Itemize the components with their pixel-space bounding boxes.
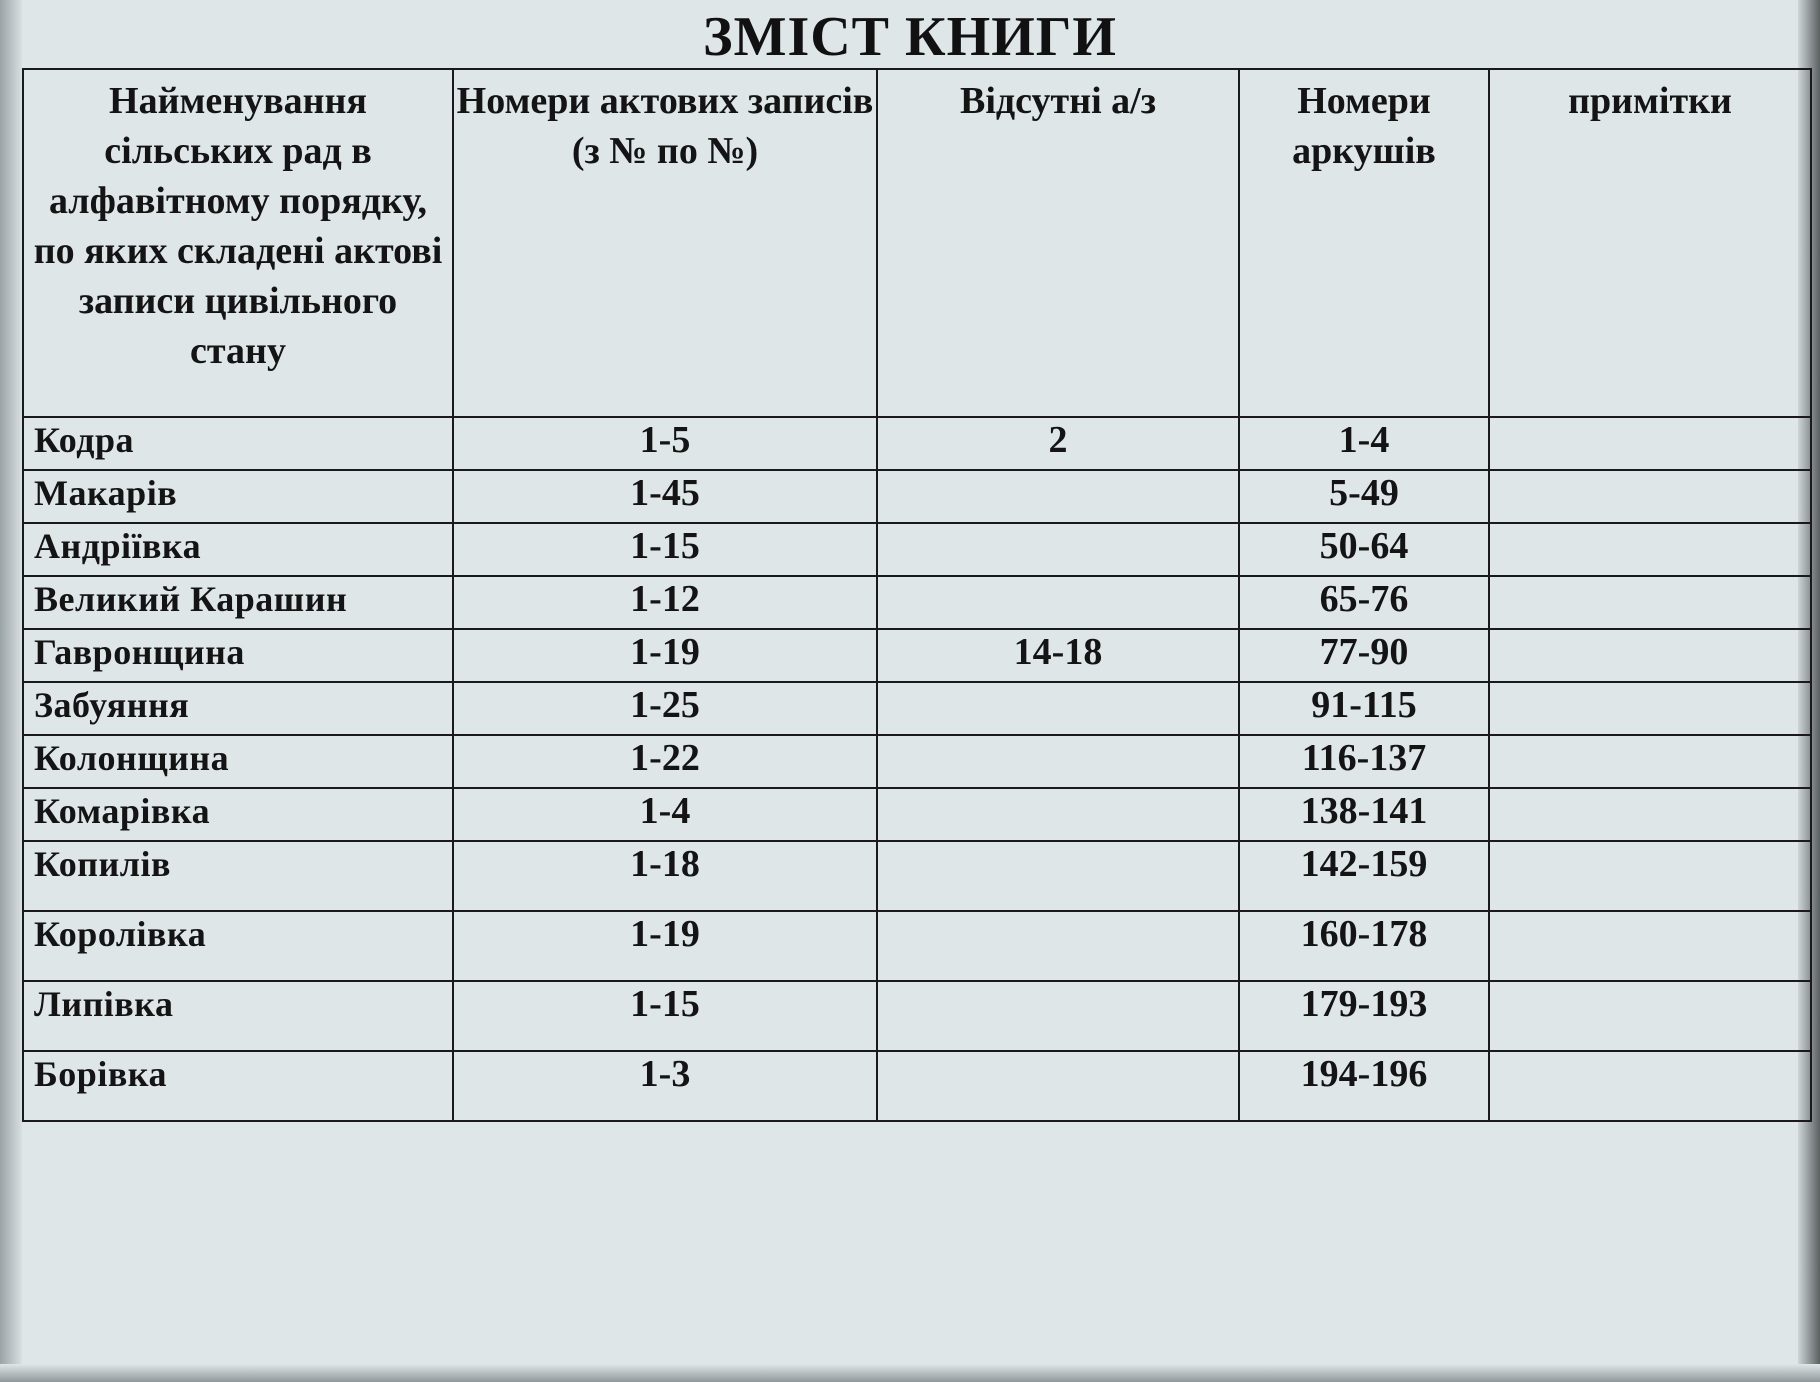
cell-missing	[877, 735, 1239, 788]
table-row	[23, 417, 1811, 470]
cell-name: Комарівка	[23, 788, 453, 841]
cell-sheets: 50-64	[1239, 523, 1489, 576]
table-row	[23, 911, 1811, 981]
cell-name: Кодра	[23, 417, 453, 470]
header-name: Найменування сільських рад в алфавітному порядку, по яких складені актові записи цивільного стану	[23, 69, 453, 417]
cell-records: 1-3	[453, 1051, 877, 1121]
header-notes: примітки	[1489, 69, 1811, 417]
cell-records: 1-45	[453, 470, 877, 523]
table-row	[23, 841, 1811, 911]
cell-sheets: 91-115	[1239, 682, 1489, 735]
cell-name: Андріївка	[23, 523, 453, 576]
cell-missing	[877, 1051, 1239, 1121]
cell-sheets: 179-193	[1239, 981, 1489, 1051]
cell-missing	[877, 788, 1239, 841]
cell-name: Липівка	[23, 981, 453, 1051]
cell-missing	[877, 576, 1239, 629]
cell-name: Макарів	[23, 470, 453, 523]
cell-notes	[1489, 417, 1811, 470]
cell-records: 1-19	[453, 629, 877, 682]
cell-notes	[1489, 841, 1811, 911]
cell-notes	[1489, 735, 1811, 788]
cell-records: 1-12	[453, 576, 877, 629]
table-row	[23, 629, 1811, 682]
cell-missing: 2	[877, 417, 1239, 470]
cell-notes	[1489, 629, 1811, 682]
cell-missing: 14-18	[877, 629, 1239, 682]
cell-records: 1-15	[453, 981, 877, 1051]
cell-notes	[1489, 523, 1811, 576]
cell-missing	[877, 981, 1239, 1051]
cell-missing	[877, 911, 1239, 981]
cell-notes	[1489, 788, 1811, 841]
header-missing: Відсутні а/з	[877, 69, 1239, 417]
cell-name: Королівка	[23, 911, 453, 981]
table-row	[23, 682, 1811, 735]
cell-name: Колонщина	[23, 735, 453, 788]
contents-table	[22, 68, 1812, 1122]
cell-records: 1-22	[453, 735, 877, 788]
cell-records: 1-15	[453, 523, 877, 576]
cell-notes	[1489, 682, 1811, 735]
cell-sheets: 142-159	[1239, 841, 1489, 911]
cell-records: 1-25	[453, 682, 877, 735]
cell-sheets: 1-4	[1239, 417, 1489, 470]
cell-missing	[877, 841, 1239, 911]
table-row	[23, 1051, 1811, 1121]
page-edge-bottom	[0, 1364, 1820, 1382]
cell-records: 1-4	[453, 788, 877, 841]
cell-sheets: 77-90	[1239, 629, 1489, 682]
cell-name: Копилів	[23, 841, 453, 911]
table-row	[23, 735, 1811, 788]
table-header-row	[23, 69, 1811, 417]
header-record-numbers: Номери актових записів (з № по №)	[453, 69, 877, 417]
cell-notes	[1489, 1051, 1811, 1121]
cell-records: 1-18	[453, 841, 877, 911]
cell-name: Борівка	[23, 1051, 453, 1121]
table-row	[23, 523, 1811, 576]
cell-notes	[1489, 981, 1811, 1051]
cell-sheets: 160-178	[1239, 911, 1489, 981]
cell-name: Забуяння	[23, 682, 453, 735]
table-row	[23, 576, 1811, 629]
cell-sheets: 194-196	[1239, 1051, 1489, 1121]
cell-notes	[1489, 576, 1811, 629]
table-row	[23, 470, 1811, 523]
cell-missing	[877, 682, 1239, 735]
cell-notes	[1489, 911, 1811, 981]
cell-records: 1-5	[453, 417, 877, 470]
cell-sheets: 138-141	[1239, 788, 1489, 841]
table-row	[23, 788, 1811, 841]
cell-sheets: 5-49	[1239, 470, 1489, 523]
cell-sheets: 116-137	[1239, 735, 1489, 788]
header-sheet-numbers: Номери аркушів	[1239, 69, 1489, 417]
cell-sheets: 65-76	[1239, 576, 1489, 629]
cell-notes	[1489, 470, 1811, 523]
page-edge-left	[0, 0, 22, 1382]
cell-records: 1-19	[453, 911, 877, 981]
cell-name: Гавронщина	[23, 629, 453, 682]
cell-missing	[877, 523, 1239, 576]
document-title: ЗМІСТ КНИГИ	[703, 6, 1117, 68]
cell-name: Великий Карашин	[23, 576, 453, 629]
cell-missing	[877, 470, 1239, 523]
table-row	[23, 981, 1811, 1051]
